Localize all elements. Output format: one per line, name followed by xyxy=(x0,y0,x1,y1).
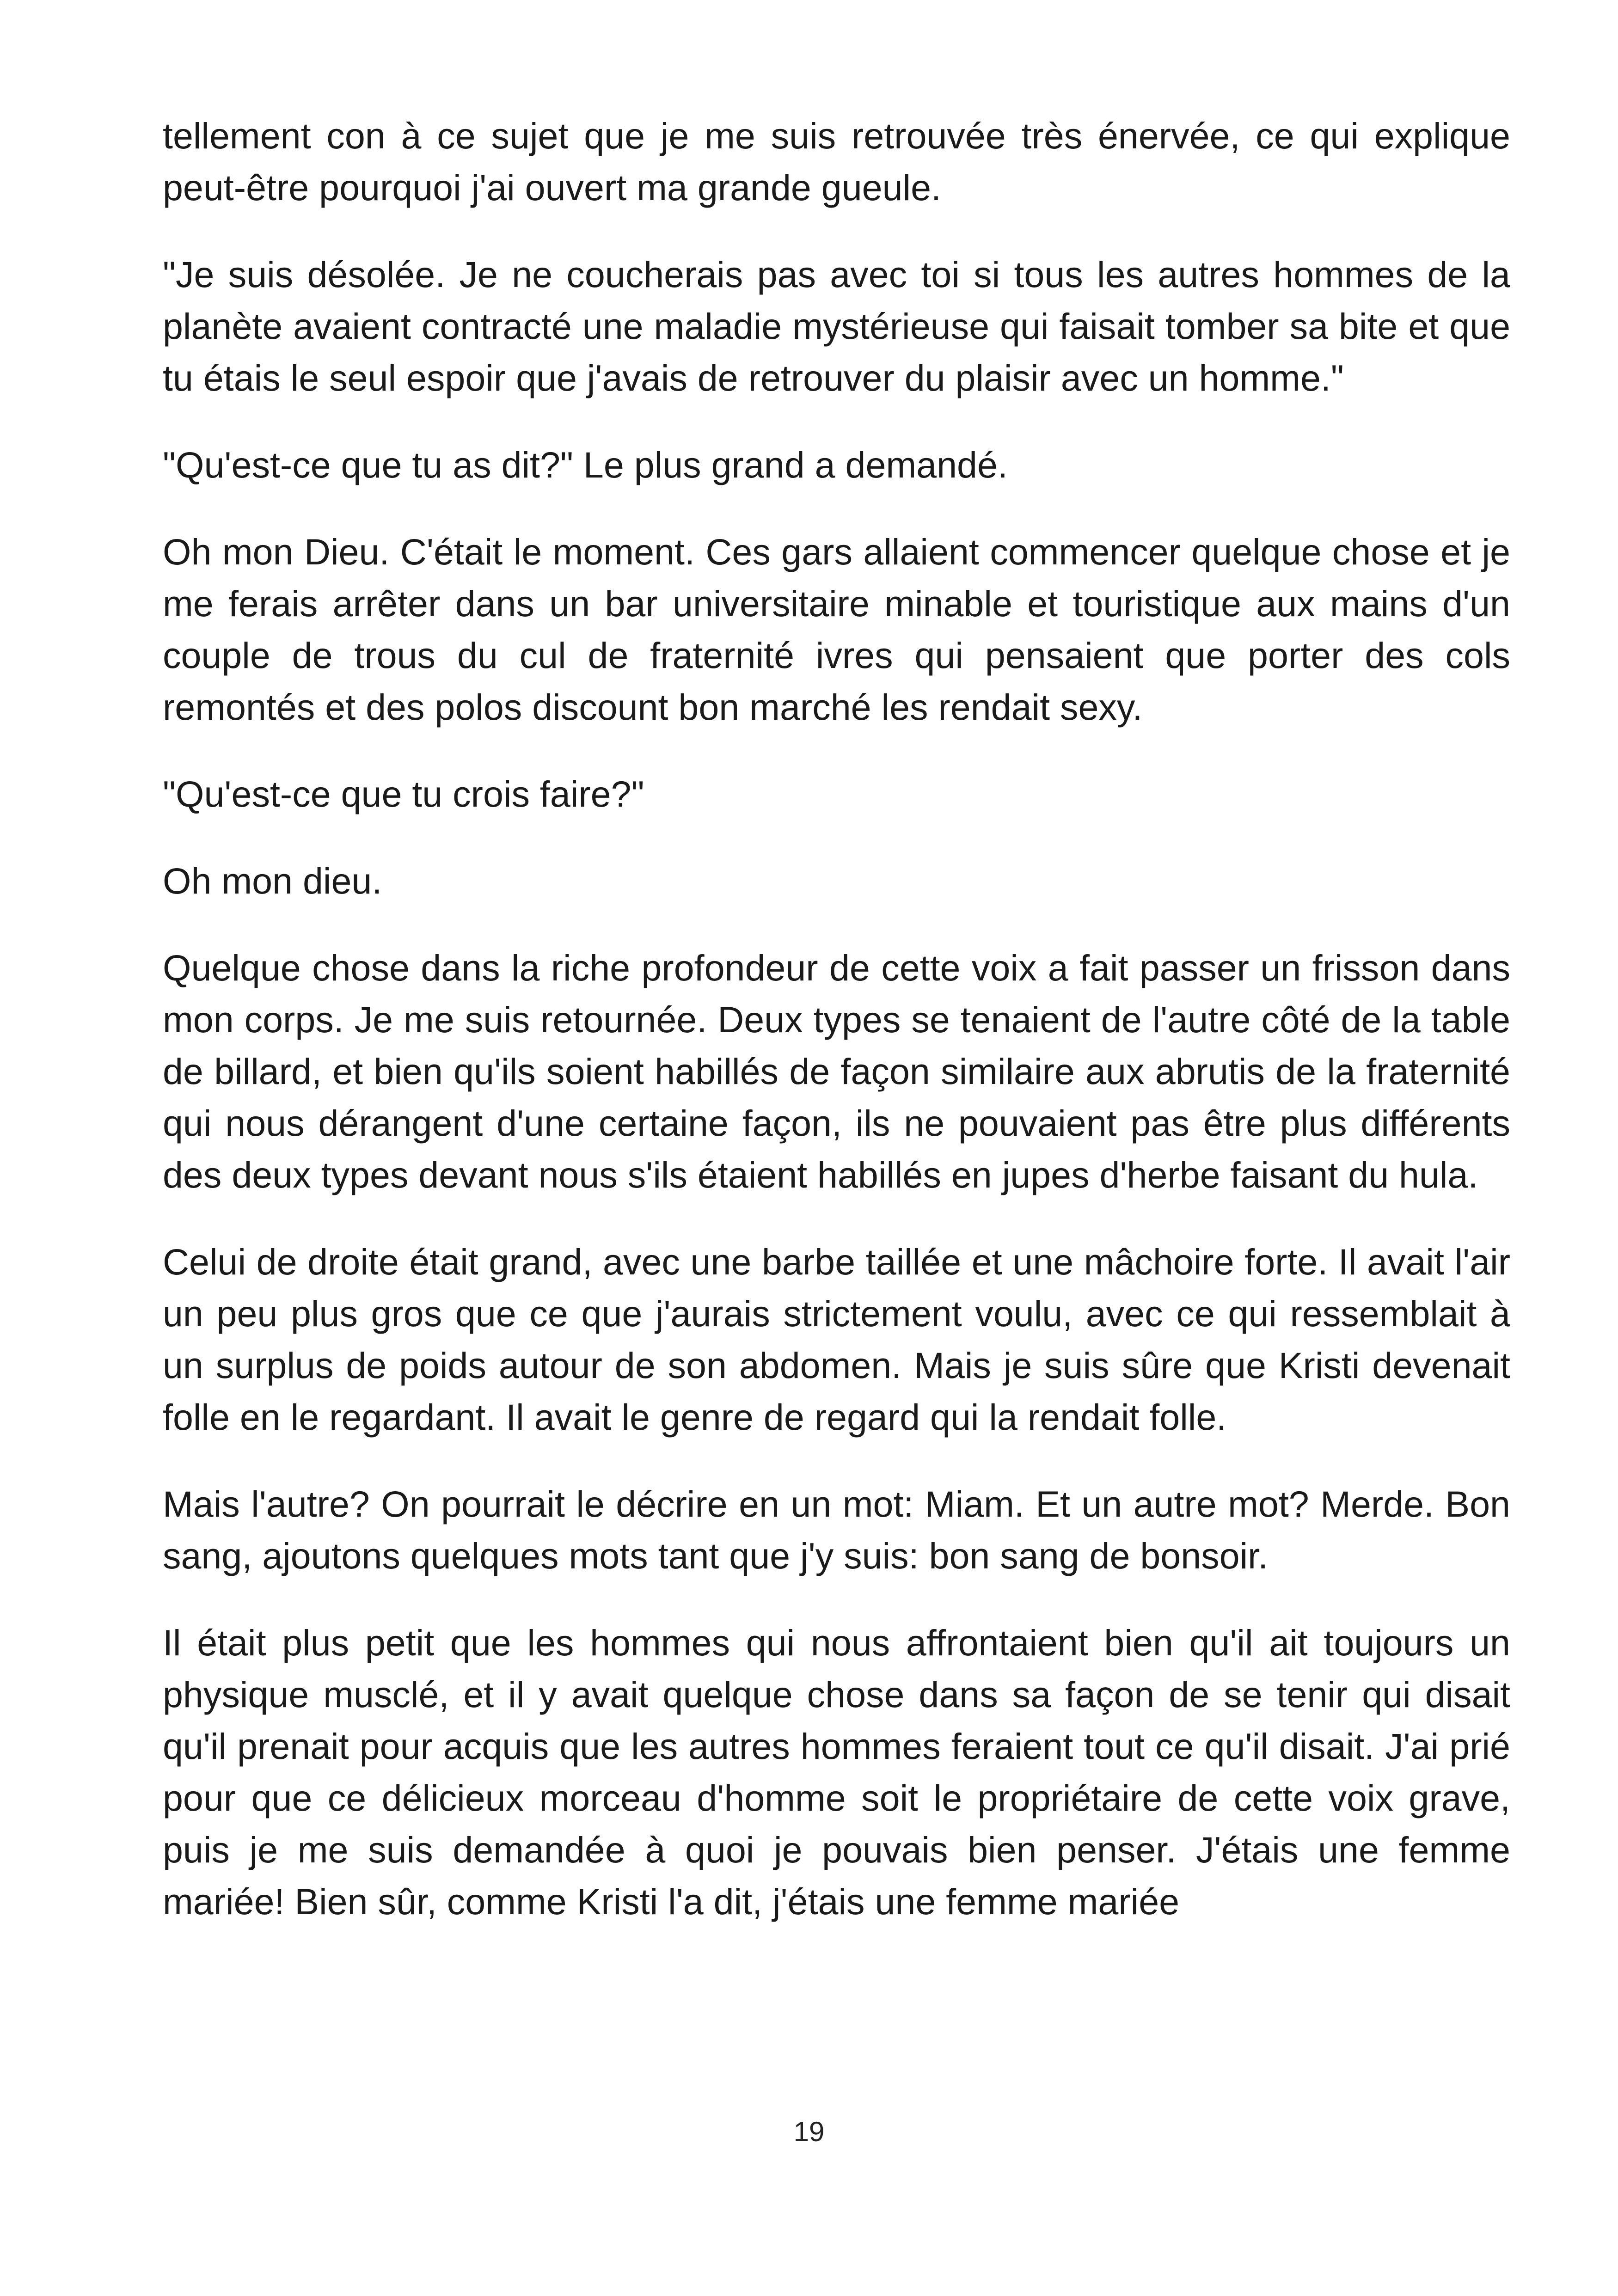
paragraph: Mais l'autre? On pourrait le décrire en un mot: Miam. Et un autre mot? Merde. Bon sang, ajoutons quelques mots tant que j'y suis: bon sang de bonsoir. xyxy=(163,1483,1510,1576)
paragraph: Celui de droite était grand, avec une barbe taillée et une mâchoire forte. Il avait l'air un peu plus gros que ce que j'aurais strictement voulu, avec ce qui ressemblait à un surplus de poids autour de son abdomen. Mais je suis sûre que Kristi devenait folle en le regardant. Il avait le genre de regard qui la rendait folle. xyxy=(163,1241,1510,1438)
paragraph: tellement con à ce sujet que je me suis retrouvée très énervée, ce qui explique peut-être pourquoi j'ai ouvert ma grande gueule. xyxy=(163,115,1510,208)
paragraph: Il était plus petit que les hommes qui nous affrontaient bien qu'il ait toujours un physique musclé, et il y avait quelque chose dans sa façon de se tenir qui disait qu'il prenait pour acquis que les autres hommes feraient tout ce qu'il disait. J'ai prié pour que ce délicieux morceau d'homme soit le propriétaire de cette voix grave, puis je me suis demandée à quoi je pouvais bien penser. J'étais une femme mariée! Bien sûr, comme Kristi l'a dit, j'étais une femme mariée xyxy=(163,1622,1510,1922)
paragraph: Oh mon dieu. xyxy=(163,860,382,901)
paragraph: Quelque chose dans la riche profondeur de cette voix a fait passer un frisson dans mon corps. Je me suis retournée. Deux types se tenaient de l'autre côté de la table de billard, et bien qu'ils soient habillés de façon similaire aux abrutis de la fraternité qui nous dérangent d'une certaine façon, ils ne pouvaient pas être plus différents des deux types devant nous s'ils étaient habillés en jupes d'herbe faisant du hula. xyxy=(163,947,1510,1195)
page-number: 19 xyxy=(793,2116,825,2147)
paragraph: "Qu'est-ce que tu crois faire?" xyxy=(163,773,644,814)
body-text xyxy=(163,110,1510,1963)
paragraph: Oh mon Dieu. C'était le moment. Ces gars allaient commencer quelque chose et je me ferais arrêter dans un bar universitaire minable et touristique aux mains d'un couple de trous du cul de fraternité ivres qui pensaient que porter des cols remontés et des polos discount bon marché les rendait sexy. xyxy=(163,531,1510,728)
paragraph: "Je suis désolée. Je ne coucherais pas avec toi si tous les autres hommes de la planète avaient contracté une maladie mystérieuse qui faisait tomber sa bite et que tu étais le seul espoir que j'avais de retrouver du plaisir avec un homme." xyxy=(163,254,1510,398)
paragraph: "Qu'est-ce que tu as dit?" Le plus grand a demandé. xyxy=(163,444,1008,485)
